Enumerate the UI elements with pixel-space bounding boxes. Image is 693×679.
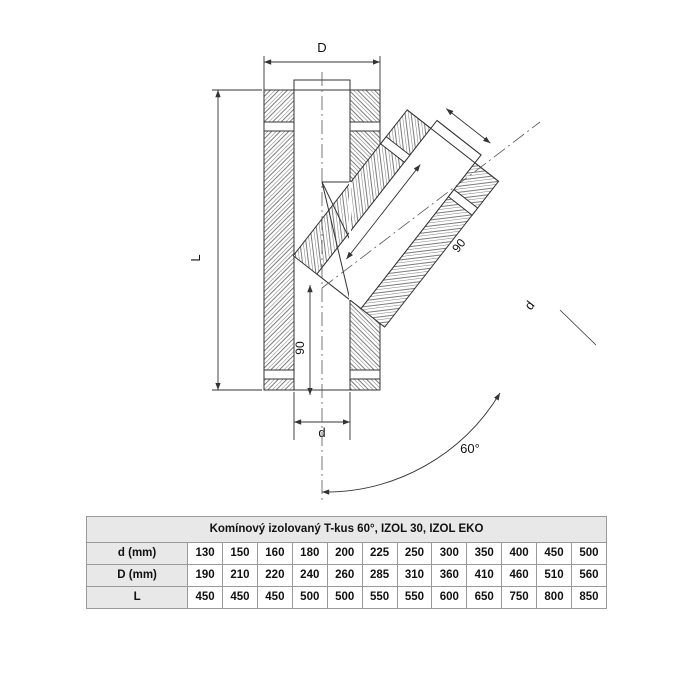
cell-D-9: 460 bbox=[502, 565, 537, 587]
cell-D-5: 285 bbox=[362, 565, 397, 587]
label-L: L bbox=[188, 254, 203, 262]
cell-D-1: 210 bbox=[223, 565, 258, 587]
cell-L-8: 650 bbox=[467, 587, 502, 609]
cell-d-5: 225 bbox=[362, 543, 397, 565]
cell-D-8: 410 bbox=[467, 565, 502, 587]
cell-D-7: 360 bbox=[432, 565, 467, 587]
cell-L-1: 450 bbox=[223, 587, 258, 609]
table-title-row bbox=[87, 517, 607, 543]
cell-L-0: 450 bbox=[188, 587, 223, 609]
spec-table bbox=[86, 516, 607, 609]
cell-D-2: 220 bbox=[257, 565, 292, 587]
label-d-branch: d bbox=[521, 297, 538, 313]
dimension-L bbox=[212, 90, 262, 390]
cell-L-9: 750 bbox=[502, 587, 537, 609]
cell-L-10: 800 bbox=[537, 587, 572, 609]
cell-L-4: 500 bbox=[327, 587, 362, 609]
cell-D-0: 190 bbox=[188, 565, 223, 587]
cell-D-3: 240 bbox=[292, 565, 327, 587]
label-90-vertical: 90 bbox=[293, 341, 307, 355]
table-row bbox=[87, 587, 607, 609]
cell-d-1: 150 bbox=[223, 543, 258, 565]
cell-D-11: 560 bbox=[571, 565, 606, 587]
cell-d-11: 500 bbox=[571, 543, 606, 565]
label-D: D bbox=[317, 40, 327, 55]
cell-d-0: 130 bbox=[188, 543, 223, 565]
cell-d-2: 160 bbox=[257, 543, 292, 565]
cell-L-6: 550 bbox=[397, 587, 432, 609]
row-header-L: L bbox=[87, 587, 188, 609]
cell-d-10: 450 bbox=[537, 543, 572, 565]
cell-D-6: 310 bbox=[397, 565, 432, 587]
cell-d-7: 300 bbox=[432, 543, 467, 565]
label-d-bottom: d bbox=[318, 425, 326, 440]
cell-L-11: 850 bbox=[571, 587, 606, 609]
cell-D-4: 260 bbox=[327, 565, 362, 587]
cell-d-8: 350 bbox=[467, 543, 502, 565]
cell-d-6: 250 bbox=[397, 543, 432, 565]
table-row bbox=[87, 565, 607, 587]
cell-L-5: 550 bbox=[362, 587, 397, 609]
cell-d-3: 180 bbox=[292, 543, 327, 565]
cell-d-9: 400 bbox=[502, 543, 537, 565]
row-header-D: D (mm) bbox=[87, 565, 188, 587]
cell-d-4: 200 bbox=[327, 543, 362, 565]
table-title: Komínový izolovaný T-kus 60°, IZOL 30, IZOL EKO bbox=[87, 517, 607, 543]
cell-L-3: 500 bbox=[292, 587, 327, 609]
spec-table-wrapper bbox=[86, 516, 607, 609]
label-angle-60: 60° bbox=[460, 441, 480, 456]
row-header-d: d (mm) bbox=[87, 543, 188, 565]
cell-L-2: 450 bbox=[257, 587, 292, 609]
cell-D-10: 510 bbox=[537, 565, 572, 587]
label-90-branch: 90 bbox=[449, 235, 469, 256]
table-row bbox=[87, 543, 607, 565]
cell-L-7: 600 bbox=[432, 587, 467, 609]
